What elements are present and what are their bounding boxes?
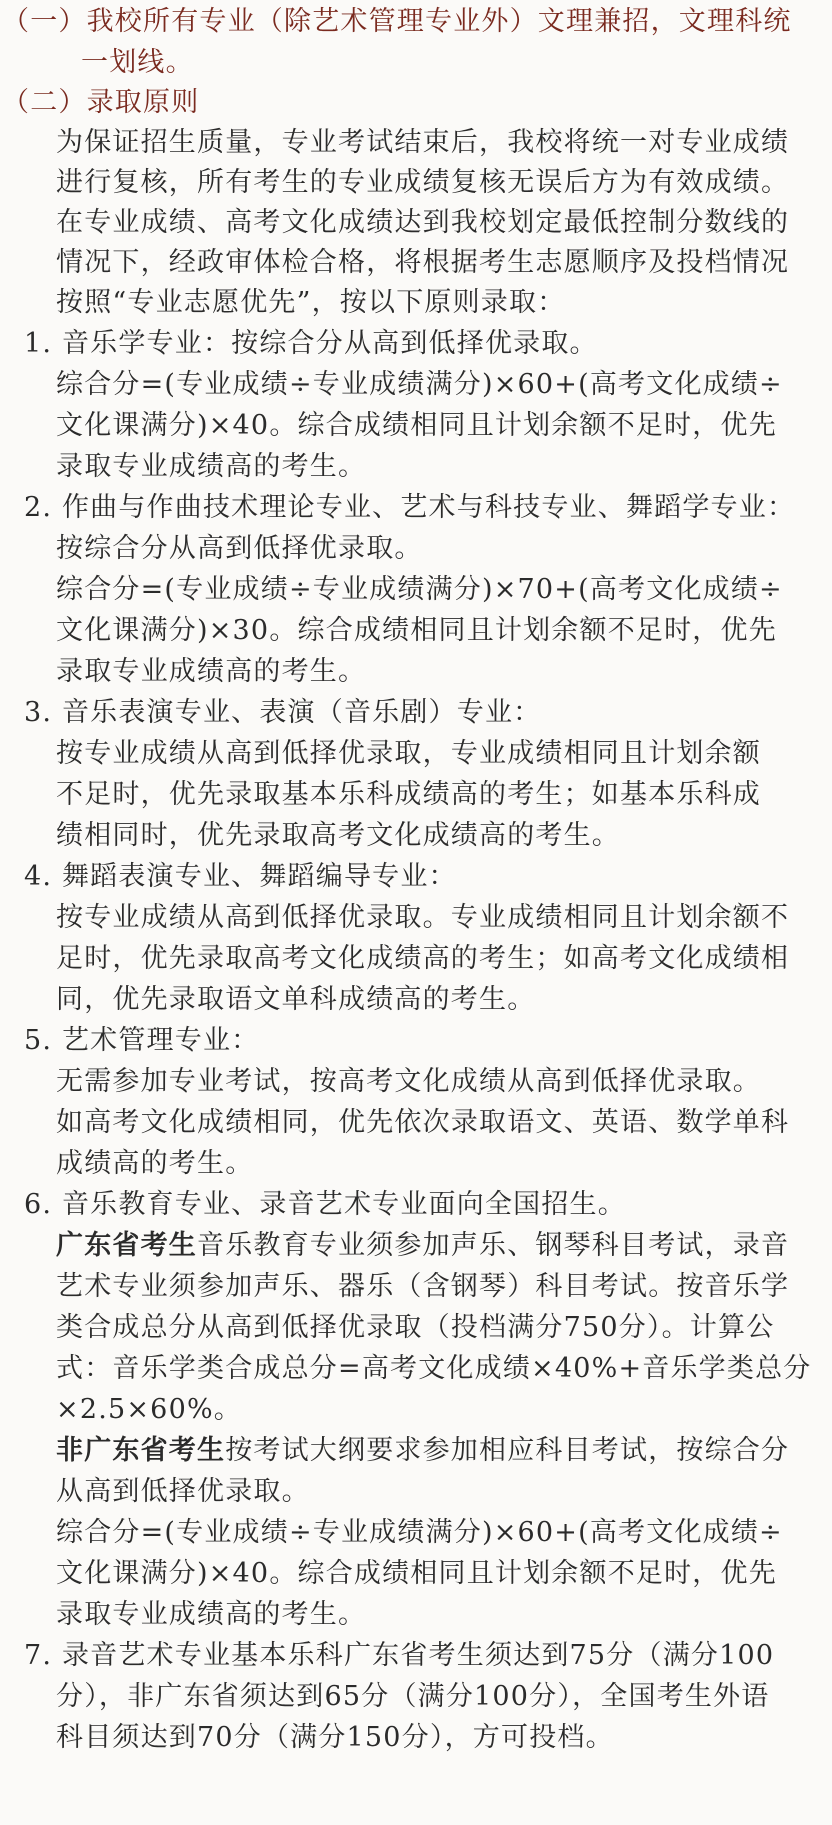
item5-line: 成绩高的考生。: [56, 1148, 254, 1179]
item1-title: 1. 音乐学专业：按综合分从高到低择优录取。: [24, 328, 598, 359]
section2-heading: （二）录取原则: [2, 87, 200, 118]
item1-line: 综合分=(专业成绩÷专业成绩满分)×60+(高考文化成绩÷: [56, 369, 783, 400]
item6-line: 从高到低择优录取。: [56, 1476, 310, 1507]
item3-line: 按专业成绩从高到低择优录取，专业成绩相同且计划余额: [56, 738, 761, 769]
item3-line: 绩相同时，优先录取高考文化成绩高的考生。: [56, 820, 620, 851]
item1-line: 文化课满分)×40。综合成绩相同且计划余额不足时，优先: [56, 410, 777, 441]
guangdong-candidates-label: 广东省考生: [56, 1230, 197, 1261]
item2-line: 按综合分从高到低择优录取。: [56, 533, 423, 564]
intro-line: 为保证招生质量，专业考试结束后，我校将统一对专业成绩: [56, 127, 790, 158]
guangdong-text: 音乐教育专业须参加声乐、钢琴科目考试，录音: [197, 1230, 790, 1261]
item4-line: 按专业成绩从高到低择优录取。专业成绩相同且计划余额不: [56, 902, 790, 933]
item4-title: 4. 舞蹈表演专业、舞蹈编导专业：: [24, 861, 457, 892]
item2-line: 录取专业成绩高的考生。: [56, 656, 367, 687]
item6-line: 综合分=(专业成绩÷专业成绩满分)×60+(高考文化成绩÷: [56, 1517, 783, 1548]
item6-line: 文化课满分)×40。综合成绩相同且计划余额不足时，优先: [56, 1558, 777, 1589]
item5-line: 无需参加专业考试，按高考文化成绩从高到低择优录取。: [56, 1066, 761, 1097]
intro-line: 进行复核，所有考生的专业成绩复核无误后方为有效成绩。: [56, 167, 790, 198]
item7-line: 分），非广东省须达到65分（满分100分），全国考生外语: [56, 1681, 770, 1712]
item6-line: ×2.5×60%。: [56, 1394, 242, 1425]
section1-line2: 一划线。: [81, 47, 194, 78]
item6-guangdong-line: [56, 1226, 789, 1266]
item2-line: 综合分=(专业成绩÷专业成绩满分)×70+(高考文化成绩÷: [56, 574, 783, 605]
item7-line: 科目须达到70分（满分150分），方可投档。: [56, 1722, 614, 1753]
item6-line: 式：音乐学类合成总分=高考文化成绩×40%+音乐学类总分: [56, 1353, 812, 1384]
item7-title: 7. 录音艺术专业基本乐科广东省考生须达到75分（满分100: [24, 1640, 775, 1671]
section1-line1: （一）我校所有专业（除艺术管理专业外）文理兼招，文理科统: [2, 6, 792, 37]
item6-line: 录取专业成绩高的考生。: [56, 1599, 367, 1630]
item5-line: 如高考文化成绩相同，优先依次录取语文、英语、数学单科: [56, 1107, 790, 1138]
item6-line: 艺术专业须参加声乐、器乐（含钢琴）科目考试。按音乐学: [56, 1271, 790, 1302]
item3-line: 不足时，优先录取基本乐科成绩高的考生；如基本乐科成: [56, 779, 761, 810]
non-guangdong-text: 按考试大纲要求参加相应科目考试，按综合分: [225, 1435, 790, 1466]
item6-non-guangdong-line: [56, 1431, 789, 1471]
item2-title: 2. 作曲与作曲技术理论专业、艺术与科技专业、舞蹈学专业：: [24, 492, 796, 523]
item5-title: 5. 艺术管理专业：: [24, 1025, 260, 1056]
non-guangdong-candidates-label: 非广东省考生: [56, 1435, 226, 1466]
item4-line: 足时，优先录取高考文化成绩高的考生；如高考文化成绩相: [56, 943, 790, 974]
item4-line: 同，优先录取语文单科成绩高的考生。: [56, 984, 536, 1015]
item6-title: 6. 音乐教育专业、录音艺术专业面向全国招生。: [24, 1189, 626, 1220]
item3-title: 3. 音乐表演专业、表演（音乐剧）专业：: [24, 697, 542, 728]
intro-line: 在专业成绩、高考文化成绩达到我校划定最低控制分数线的: [56, 207, 790, 238]
intro-line: 按照“专业志愿优先”，按以下原则录取：: [56, 287, 566, 318]
item6-line: 类合成总分从高到低择优录取（投档满分750分）。计算公: [56, 1312, 775, 1343]
intro-line: 情况下，经政审体检合格，将根据考生志愿顺序及投档情况: [56, 247, 790, 278]
item1-line: 录取专业成绩高的考生。: [56, 451, 367, 482]
item2-line: 文化课满分)×30。综合成绩相同且计划余额不足时，优先: [56, 615, 777, 646]
